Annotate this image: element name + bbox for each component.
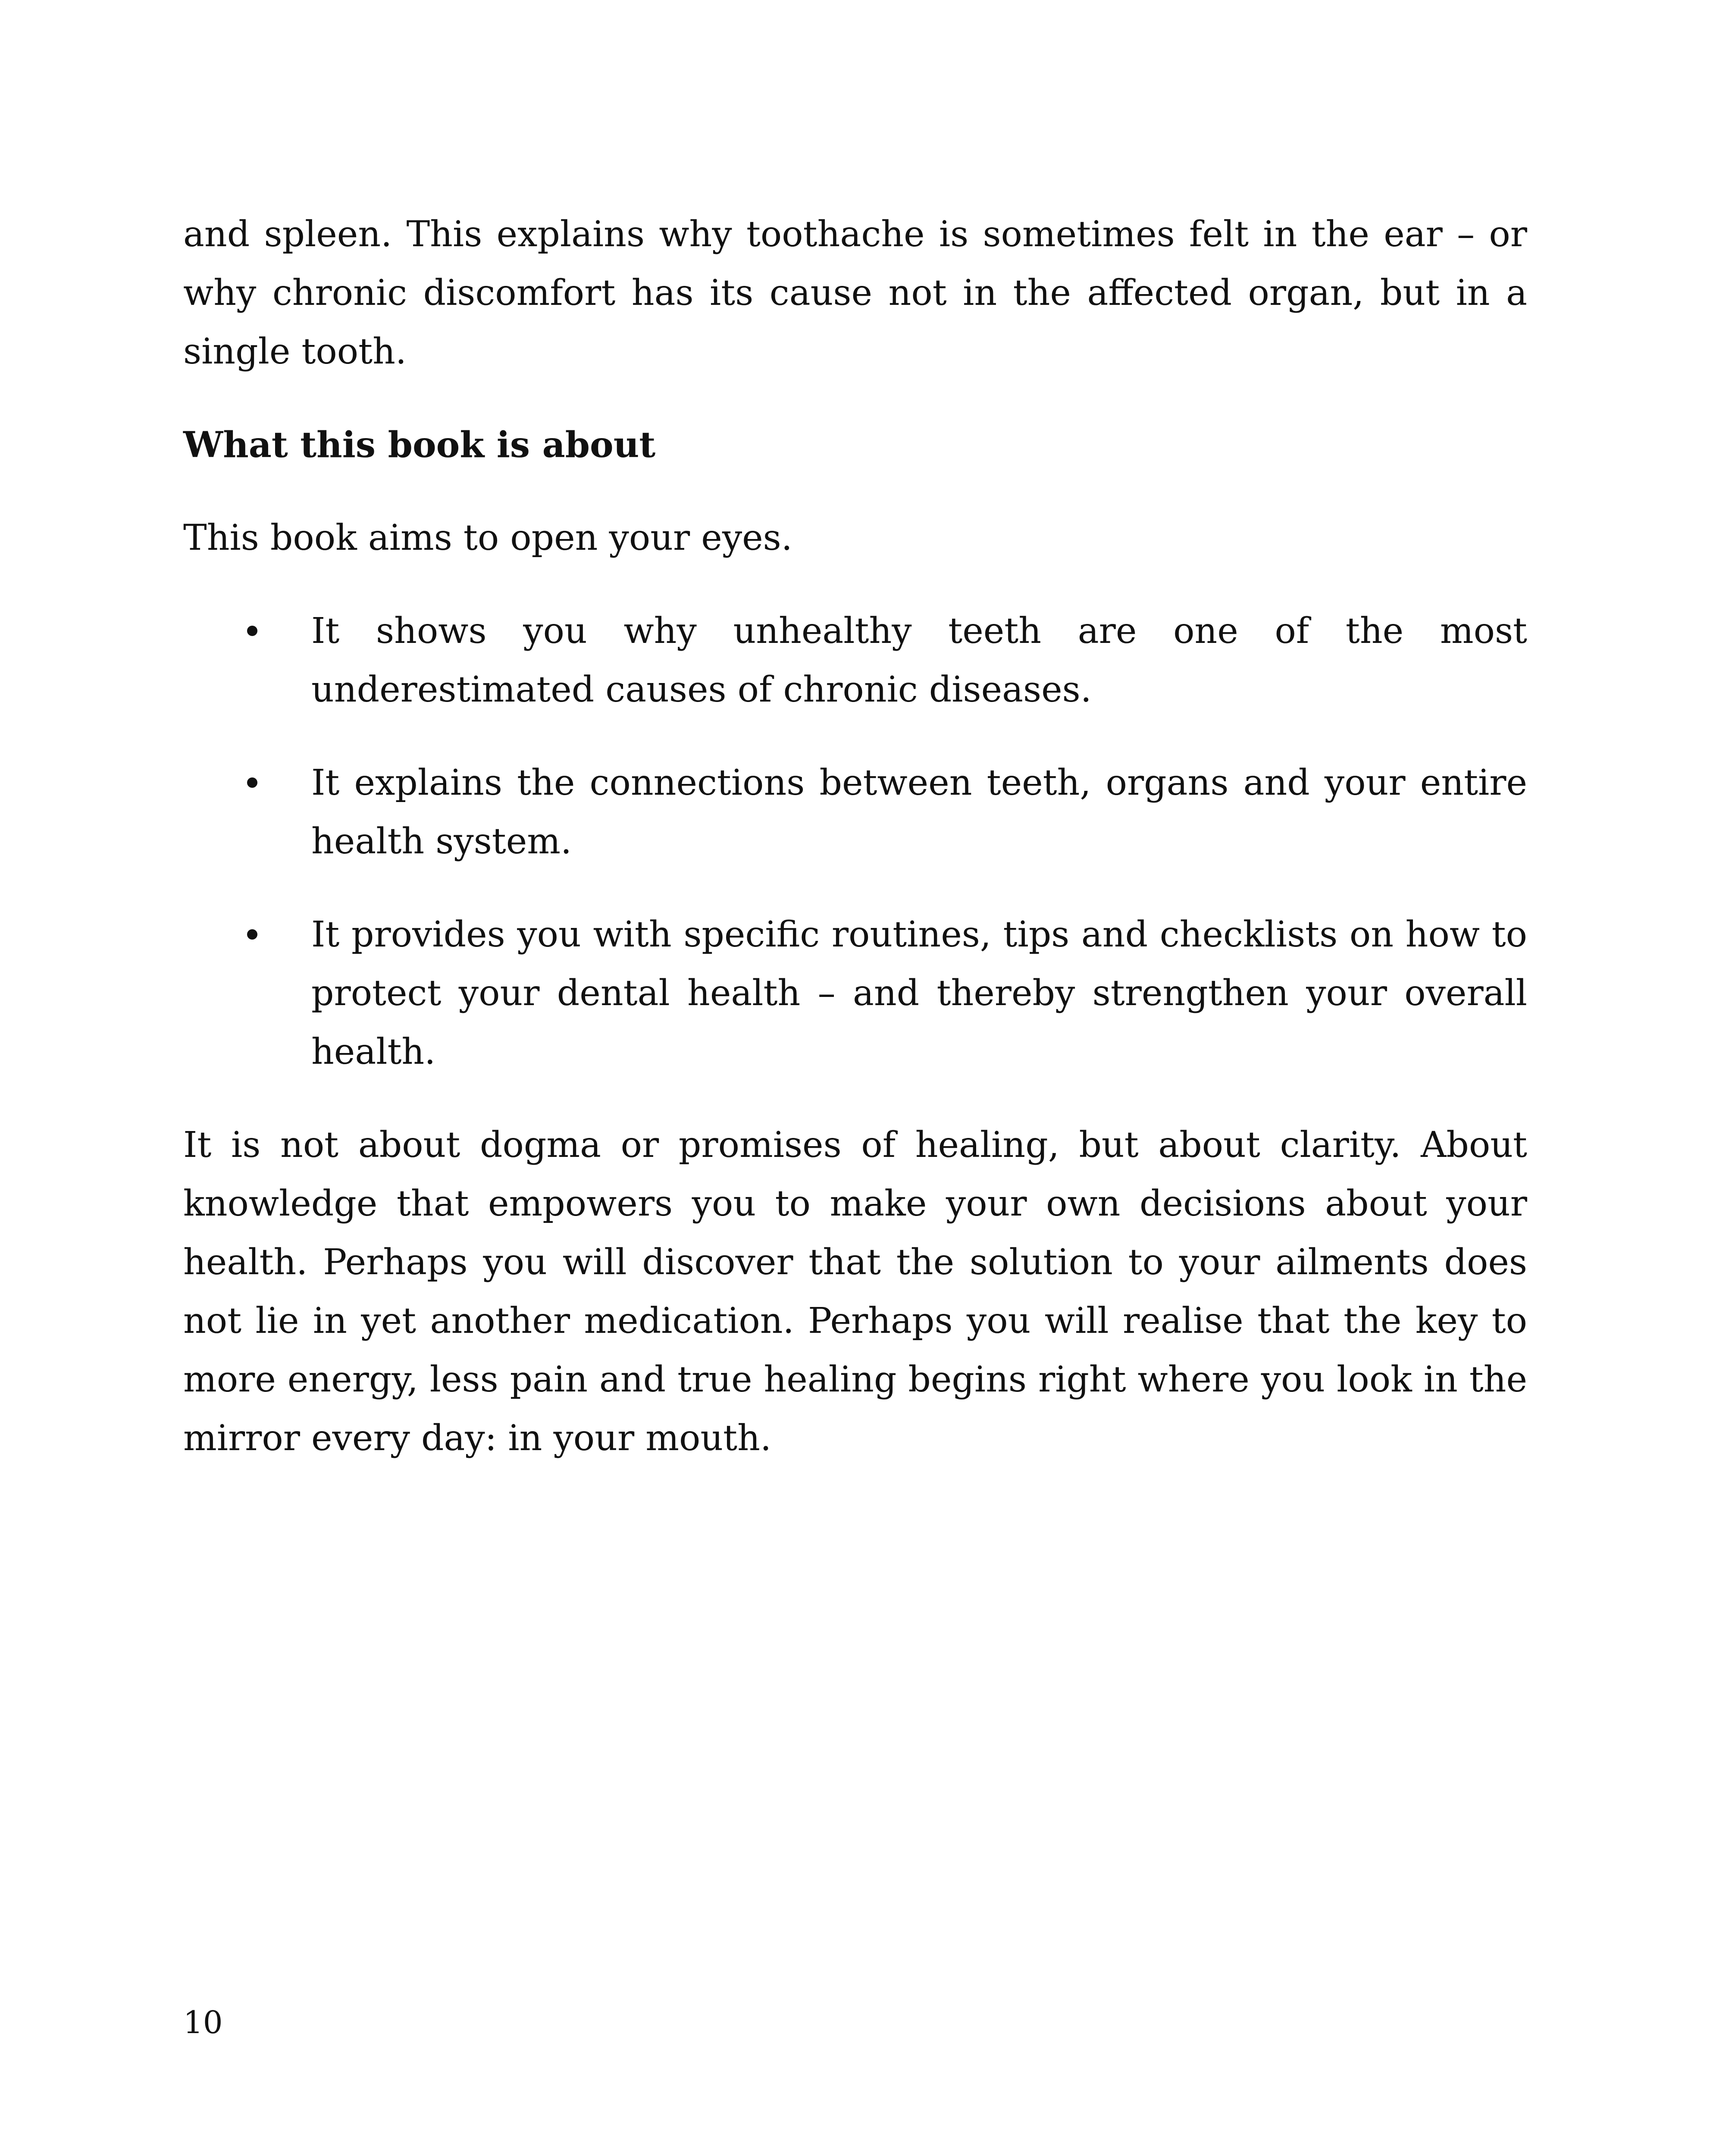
bullet-item [183,754,1527,871]
bullet-text: It explains the connections between teeth, organs and your entire health system. [311,762,1527,862]
bullet-text: It provides you with specific routines, tips and checklists on how to protect your dental health – and thereby strengthen your overall health. [311,914,1527,1072]
bullet-dot-icon [247,626,257,636]
bullet-item [183,906,1527,1081]
bullet-list [183,602,1527,1081]
lead-sentence: This book aims to open your eyes. [183,517,792,558]
bullet-dot-icon [247,777,257,788]
bullet-text: It shows you why unhealthy teeth are one of the most underestimated causes of chronic diseases. [311,611,1527,710]
intro-paragraph: and spleen. This explains why toothache is sometimes felt in the ear – or why chronic discomfort has its cause not in the affected organ, but in a single tooth. [183,214,1527,372]
closing-paragraph: It is not about dogma or promises of healing, but about clarity. About knowledge that empowers you to make your own decisions about your health. Perhaps you will discover that the solution to your ailments does not lie in yet another medication. Perhaps you will realise that the key to more energy, less pain and true healing begins right where you look in the mirror every day: in your mouth. [183,1125,1527,1459]
section-heading: What this book is about [183,424,656,466]
bullet-item [183,602,1527,719]
bullet-dot-icon [247,929,257,940]
page-number: 10 [183,2004,223,2040]
page-body [183,205,1527,1468]
